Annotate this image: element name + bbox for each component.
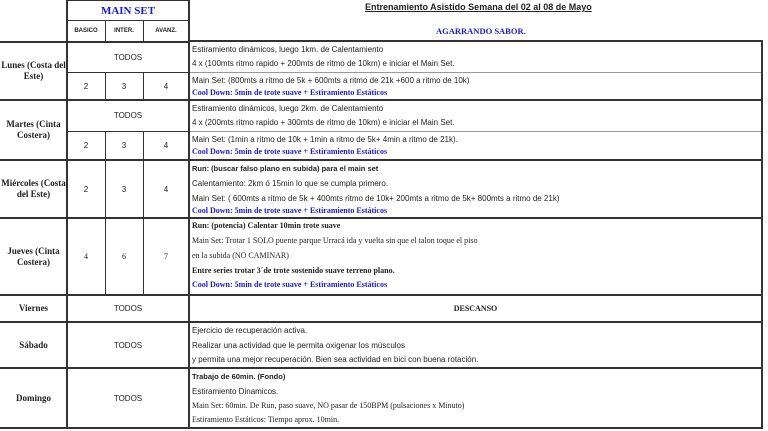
value-inter: 3 [121, 184, 127, 194]
value-basico: 2 [83, 141, 89, 150]
workout-line: Entre series trotar 3´de trote sostenido suave terreno plano. [192, 266, 395, 275]
todos-label: TODOS [113, 111, 143, 120]
workout-line: Run: (buscar falso plano en subida) para el main set [192, 164, 379, 173]
workout-line: en la subida (NO CAMINAR) [192, 251, 289, 260]
todos-label: TODOS [113, 393, 143, 403]
value-avanz: 4 [163, 81, 169, 91]
workout-line: Realizar una actividad que le permita oxigenar los músculos [192, 341, 405, 350]
day-domingo: Domingo [15, 392, 51, 403]
workout-line: Run: (potencia) Calentar 10min trote suave [192, 221, 341, 230]
value-avanz: 4 [163, 184, 169, 194]
todos-label: TODOS [113, 340, 143, 350]
day-miercoles: Miércoles (Costa del Este) [1, 178, 66, 199]
workout-line: Main Set: 60min. De Run, paso suave, NO pasar de 150BPM (pulsaciones x Minuto) [192, 401, 465, 410]
value-basico: 2 [83, 81, 89, 91]
rest-label: DESCANSO [453, 304, 498, 313]
value-avanz: 7 [164, 252, 168, 261]
cool-down-line: Cool Down: 5min de trote suave + Estiramiento Estáticos [192, 206, 388, 215]
day-sabado: Sábado [19, 339, 48, 350]
day-martes: Martes (Cinta Costera) [6, 119, 61, 140]
workout-line: Estiramiento Estáticos: Tiempo aprox. 10min. [192, 415, 340, 424]
cool-down-line: Cool Down: 5min de trote suave + Estiramiento Estáticos [192, 280, 388, 289]
workout-line: Calentamiento: 2km ó 15min lo que se cumpla primero. [192, 179, 389, 188]
workout-line: y permita una mejor recuperación. Bien sea actividad en bici con buena rotación. [192, 355, 479, 364]
value-basico: 2 [83, 184, 89, 194]
workout-line: 4 x (100mts ritmo rapido + 200mts de ritmo de 10km) e iniciar el Main Set. [192, 59, 455, 68]
workout-line: Estiramiento Dinamicos. [192, 387, 279, 396]
page-title: Entrenamiento Asistido Semana del 02 al 08 de Mayo [365, 2, 592, 12]
workout-line: Estiramiento dinámicos, luego 1km. de Calentamiento [192, 45, 384, 54]
cool-down-line: Cool Down: 5min de trote suave + Estiramiento Estáticos [192, 88, 388, 97]
level-inter: INTER. [114, 28, 134, 34]
cool-down-line: Cool Down: 5min de trote suave + Estiramiento Estáticos [192, 147, 388, 156]
workout-line: Main Set: (800mts a ritmo de 5k + 600mts a ritmo de 21k +600 a ritmo de 10k) [192, 76, 470, 85]
workout-line: Trabajo de 60min. (Fondo) [192, 372, 286, 381]
level-basico: BASICO [74, 28, 98, 34]
value-basico: 4 [84, 252, 88, 261]
workout-line: Ejercicio de recuperación activa. [192, 326, 308, 335]
day-jueves: Jueves (Cinta Costera) [7, 245, 60, 267]
todos-label: TODOS [113, 304, 143, 313]
workout-line: Estiramiento dinámicos, luego 2km. de Calentamiento [192, 104, 384, 113]
main-set-header: MAIN SET [100, 5, 156, 17]
day-viernes: Viernes [18, 303, 49, 313]
workout-line: Main Set: (1min a ritmo de 10k + 1min a ritmo de 5k+ 4min a ritmo de 21k). [192, 135, 458, 144]
workout-line: Main Set: ( 600mts a ritmo de 5k + 400mts ritmo de 10k+ 200mts a ritmo de 5k+ 800mts a ritmo de 21k) [192, 194, 560, 203]
value-inter: 3 [121, 141, 127, 150]
workout-line: 4 x (200mts ritmo rapido + 300mts de ritmo de 10km) e iniciar el Main Set. [192, 118, 455, 127]
value-inter: 6 [122, 252, 126, 261]
workout-line: Main Set: Trotar 1 SOLO puente parque Urracá ida y vuelta sin que el talon toque el piso [192, 236, 478, 245]
subtitle: AGARRANDO SABOR. [436, 26, 526, 36]
value-avanz: 4 [163, 141, 169, 150]
value-inter: 3 [121, 81, 127, 91]
todos-label: TODOS [113, 52, 143, 62]
level-avanz: AVANZ. [155, 28, 177, 34]
day-lunes: Lunes (Costa del Este) [1, 60, 66, 81]
